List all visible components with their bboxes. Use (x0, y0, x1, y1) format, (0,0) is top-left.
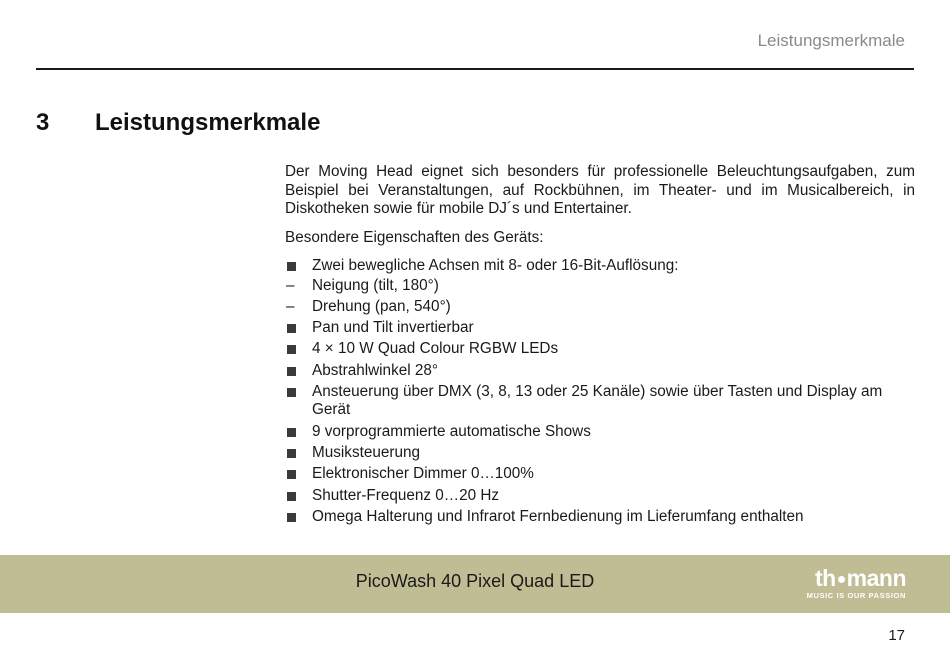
feature-text: Omega Halterung und Infrarot Fernbedienung im Lieferumfang enthalten (312, 507, 804, 525)
feature-item (285, 340, 915, 359)
square-bullet-icon (287, 324, 296, 333)
sub-feature-item (285, 298, 915, 317)
footer-product-name: PicoWash 40 Pixel Quad LED (355, 571, 595, 591)
sub-feature-item (285, 277, 915, 296)
sub-feature-text: Drehung (pan, 540°) (312, 297, 451, 315)
feature-item (285, 487, 915, 506)
feature-item (285, 319, 915, 338)
logo-wordmark (807, 567, 906, 590)
dash-marker: – (286, 276, 295, 294)
dash-marker: – (286, 297, 295, 315)
feature-item (285, 508, 915, 527)
feature-item (285, 465, 915, 484)
square-bullet-icon (287, 388, 296, 397)
feature-sublist (286, 276, 915, 317)
square-bullet-icon (287, 367, 296, 376)
intro-paragraph: Der Moving Head eignet sich besonders für professionelle Beleuchtungsaufgaben, zum Beispiel bei Veranstaltungen, auf Rockbühnen, im Theater- und im Musicalbereich, in Diskotheken sowie für mobile DJ´s und Entertainer. (285, 163, 915, 217)
square-bullet-icon (287, 513, 296, 522)
square-bullet-icon (287, 428, 296, 437)
feature-item (285, 423, 915, 442)
square-bullet-icon (287, 262, 296, 271)
feature-text: Ansteuerung über DMX (3, 8, 13 oder 25 Kanäle) sowie über Tasten und Display am Gerät (312, 382, 883, 419)
logo-tagline: MUSIC IS OUR PASSION (806, 591, 906, 600)
logo-word-left: th (814, 565, 836, 591)
feature-item (285, 383, 915, 420)
sub-feature-text: Neigung (tilt, 180°) (312, 276, 439, 294)
feature-text: Abstrahlwinkel 28° (312, 361, 439, 379)
square-bullet-icon (287, 492, 296, 501)
square-bullet-icon (287, 449, 296, 458)
chapter-title: Leistungsmerkmale (95, 109, 321, 136)
feature-text: Zwei bewegliche Achsen mit 8- oder 16-Bit-Auflösung: (312, 257, 679, 274)
feature-item (285, 362, 915, 381)
feature-text: Elektronischer Dimmer 0…100% (312, 465, 534, 483)
feature-text: Pan und Tilt invertierbar (312, 319, 474, 337)
feature-text: Musiksteuerung (312, 444, 420, 462)
logo-dot-icon (838, 576, 845, 583)
feature-text: 4 × 10 W Quad Colour RGBW LEDs (312, 340, 559, 358)
feature-text: Shutter-Frequenz 0…20 Hz (312, 486, 500, 504)
logo-word-right: mann (846, 565, 906, 591)
feature-text: 9 vorprogrammierte automatische Shows (312, 422, 591, 440)
running-header-title: Leistungsmerkmale (757, 31, 905, 50)
thomann-logo (807, 567, 906, 600)
footer-band (0, 555, 950, 613)
feature-item (285, 444, 915, 463)
feature-list (285, 257, 915, 526)
header-rule (36, 68, 914, 70)
chapter-body (285, 163, 915, 529)
feature-item (285, 257, 915, 316)
page-number: 17 (888, 627, 905, 644)
square-bullet-icon (287, 470, 296, 479)
chapter-number: 3 (36, 109, 50, 136)
square-bullet-icon (287, 345, 296, 354)
features-heading: Besondere Eigenschaften des Geräts: (285, 228, 544, 246)
